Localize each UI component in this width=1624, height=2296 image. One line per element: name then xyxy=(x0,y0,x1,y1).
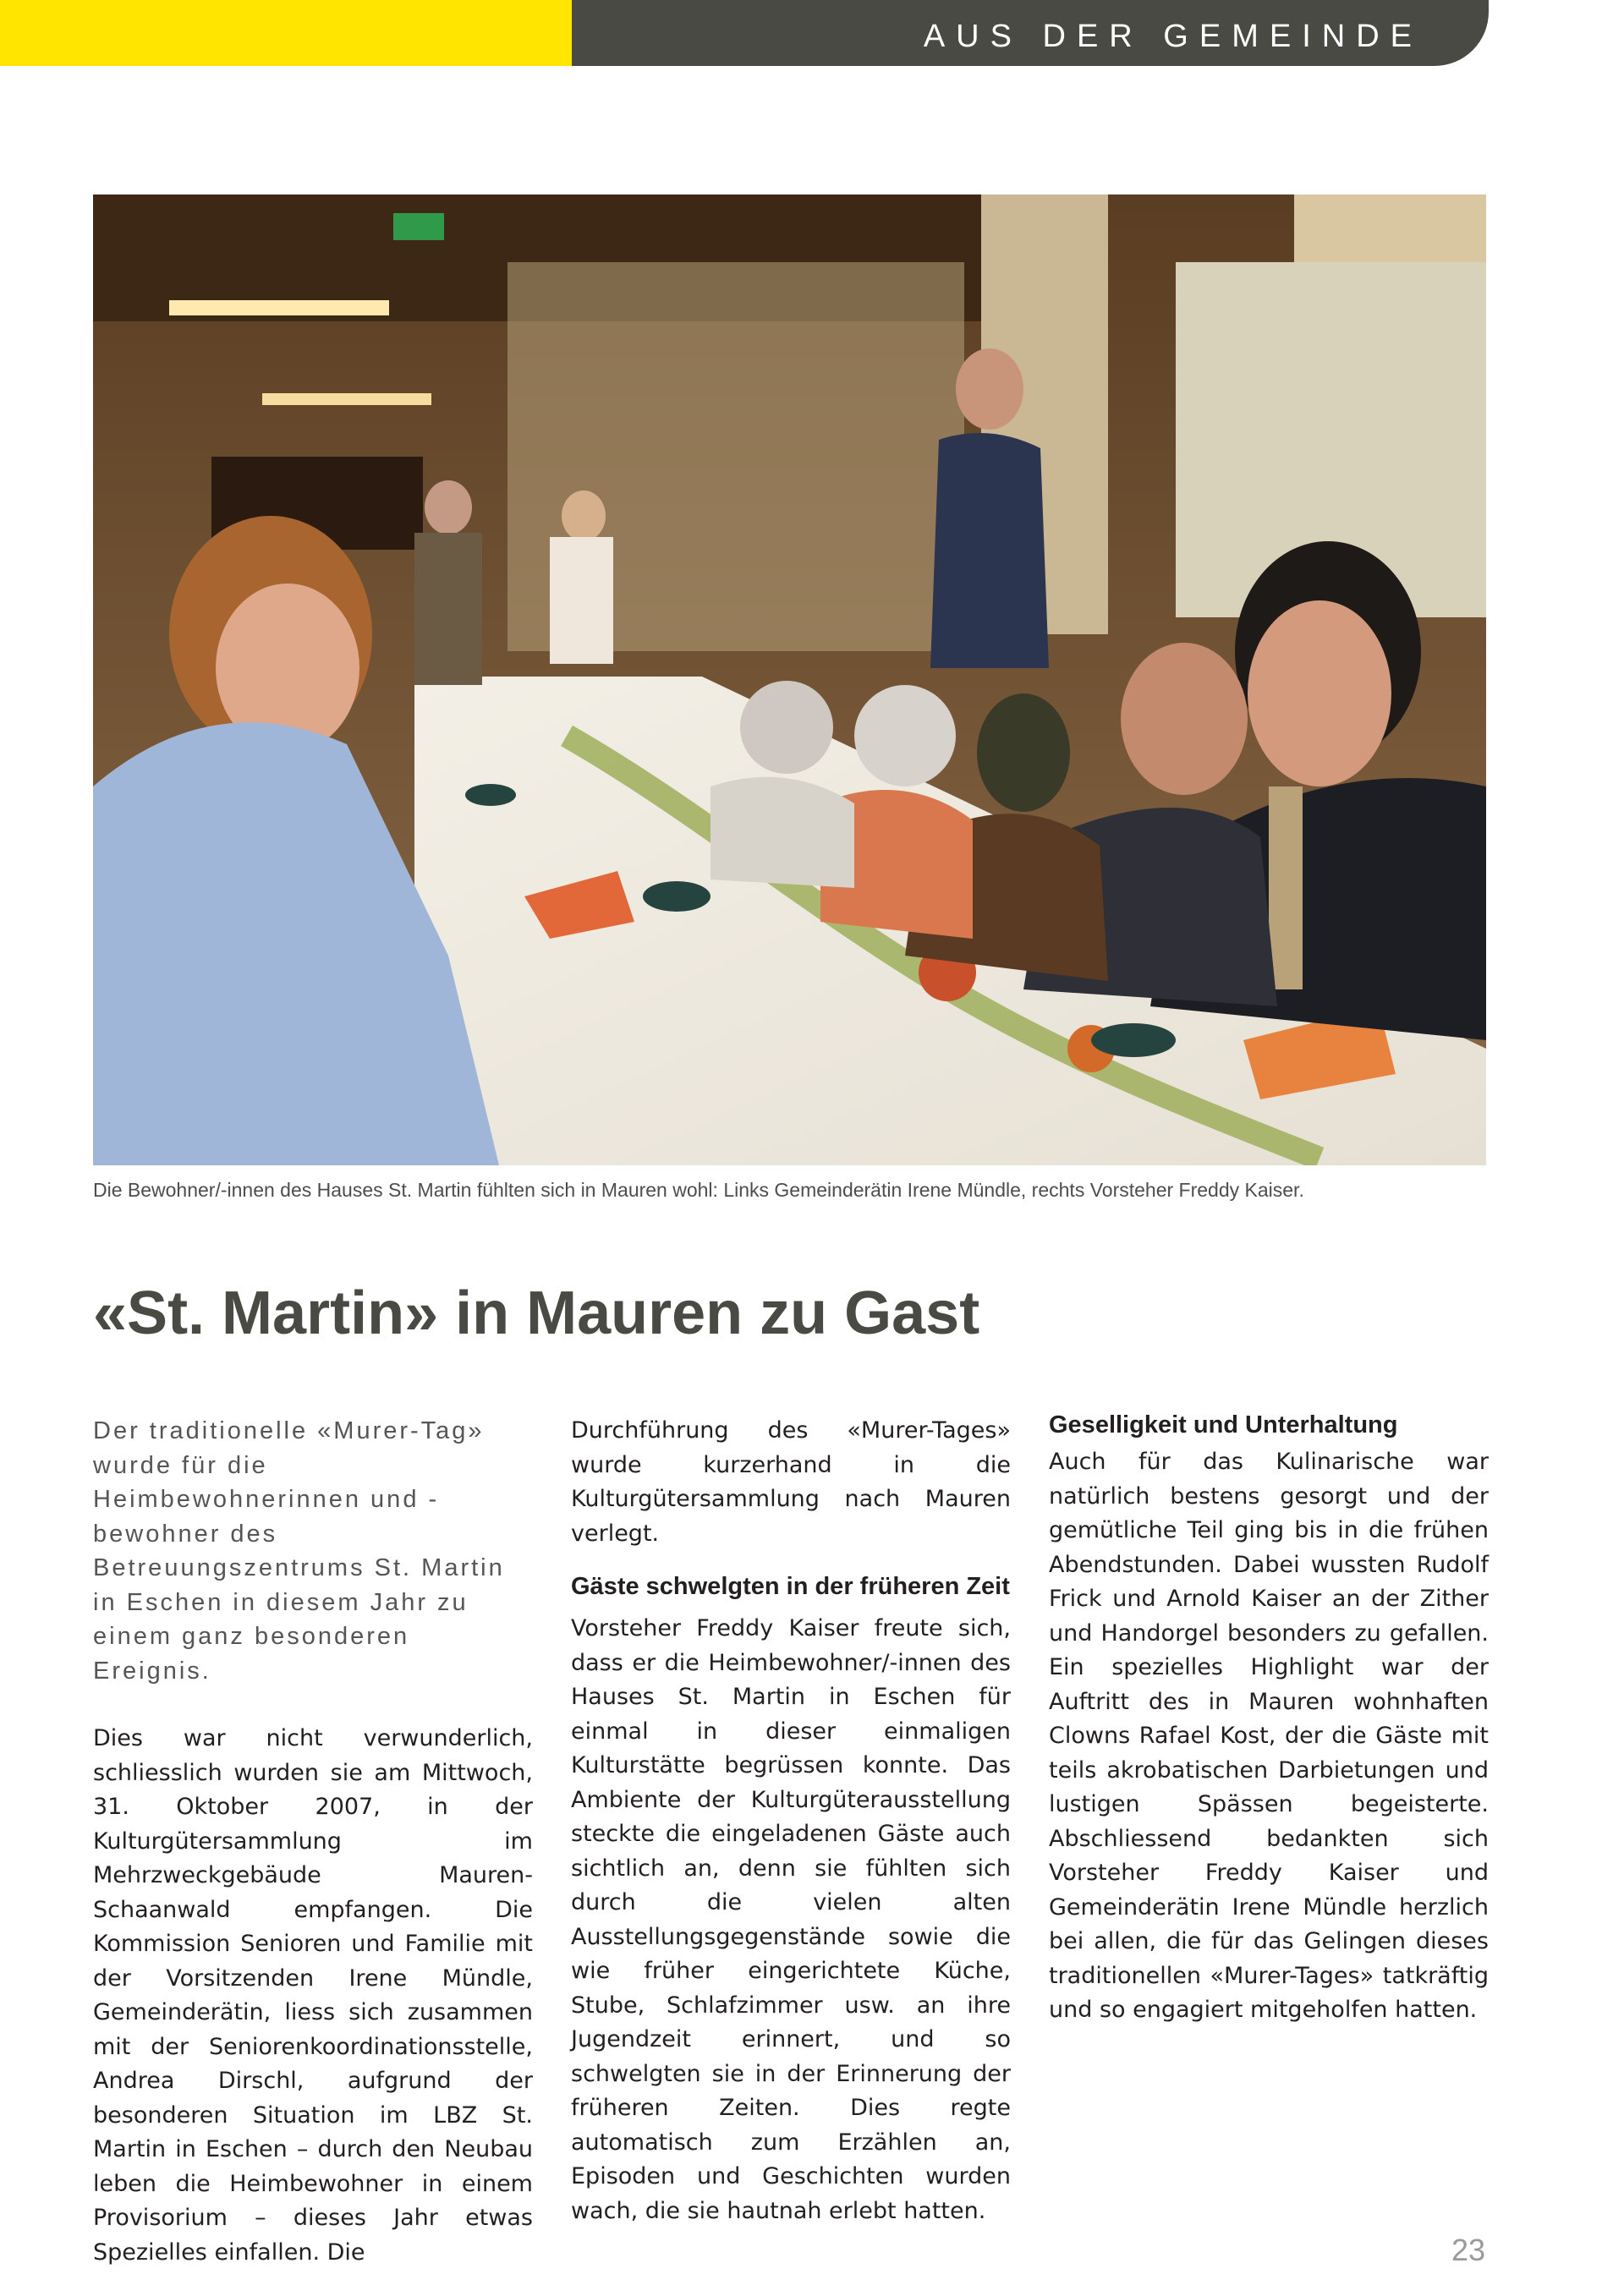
article-paragraph-1-continued: Durchführung des «Murer-Tages» wurde kurzerhand in die Kulturgütersammlung nach Mauren verlegt. xyxy=(571,1417,1011,1547)
article-paragraph-2: Vorsteher Freddy Kaiser freute sich, dass er die Heimbewohner/-innen des Hauses St. Martin in Eschen für einmal in dieser einmaligen Kulturstätte begrüssen konnte. Das Ambiente der Kulturgüterausstellung steckte die eingeladenen Gäste auch sichtlich an, denn sie fühlten sich durch die vielen alten Ausstellungsgegenstände sowie die wie früher eingerichtete Küche, Stube, Schlafzimmer usw. an ihre Jugendzeit erinnert, und so schwelgten sie in der Erinnerung der früheren Zeiten. Dies regte automatisch zum Erzählen an, Episoden und Geschichten wurden wach, die sie hautnah erlebt hatten. xyxy=(571,1615,1011,2224)
article-paragraph-1: Dies war nicht verwunderlich, schliesslich wurden sie am Mittwoch, 31. Oktober 2007, in der Kulturgütersammlung im Mehrzweckgebäude Mauren-Schaanwald empfangen. Die Kommission Senioren und Familie mit der Vorsitzenden Irene Mündle, Gemeinderätin, liess sich zusammen mit der Seniorenkoordinationsstelle, Andrea Dirschl, aufgrund der besonderen Situation im LBZ St. Martin in Eschen – durch den Neubau leben die Heimbewohner in einem Provisorium – dieses Jahr etwas Spezielles einfallen. Die xyxy=(93,1725,533,2266)
headline-rest: » in Mauren zu Gast xyxy=(404,1280,980,1347)
article-paragraph-3: Auch für das Kulinarische war natürlich bestens gesorgt und der gemütliche Teil ging bis in die frühen Abendstunden. Dabei wussten Rudolf Frick und Arnold Kaiser an der Zither und Handorgel besonders zu gefallen. Ein spezielles Highlight war der Auftritt des in Mauren wohnhaften Clowns Rafael Kost, der die Gäste mit teils akrobatischen Darbietungen und lustigen Spässen begeisterte. Abschliessend bedankten sich Vorsteher Freddy Kaiser und Gemeinderätin Irene Mündle herzlich bei allen, die für das Gelingen dieses traditionellen «Murer-Tages» tatkräftig und so engagiert mitgeholfen hatten. xyxy=(1049,1449,1489,2023)
article-lead: Der traditionelle «Murer-Tag» wurde für die Heimbewohnerinnen und -bewohner des Betreuungszentrums St. Martin in Eschen in diesem Jahr zu einem ganz besonderen Ereignis. xyxy=(93,1417,505,1685)
header-accent-bar xyxy=(0,0,572,66)
article-headline xyxy=(93,1280,979,1347)
headline-open-quote: « xyxy=(93,1280,128,1347)
section-title: AUS DER GEMEINDE xyxy=(923,19,1423,54)
photo-illustration xyxy=(93,195,1486,1165)
photo-caption: Die Bewohner/-innen des Hauses St. Martin fühlten sich in Mauren wohl: Links Gemeinderätin Irene Mündle, rechts Vorsteher Freddy Kaiser. xyxy=(93,1179,1304,1201)
article-photo xyxy=(93,195,1486,1165)
article-column-3 xyxy=(1049,1408,1489,2028)
article-column-1 xyxy=(93,1414,533,2270)
subheading-1: Gäste schwelgten in der früheren Zeit xyxy=(571,1573,1010,1600)
article-column-2 xyxy=(571,1414,1011,2228)
headline-bold: St. Martin xyxy=(127,1280,405,1347)
page-number: 23 xyxy=(1451,2233,1485,2267)
subheading-2: Geselligkeit und Unterhaltung xyxy=(1049,1411,1398,1438)
header-section-bar xyxy=(572,0,1489,66)
